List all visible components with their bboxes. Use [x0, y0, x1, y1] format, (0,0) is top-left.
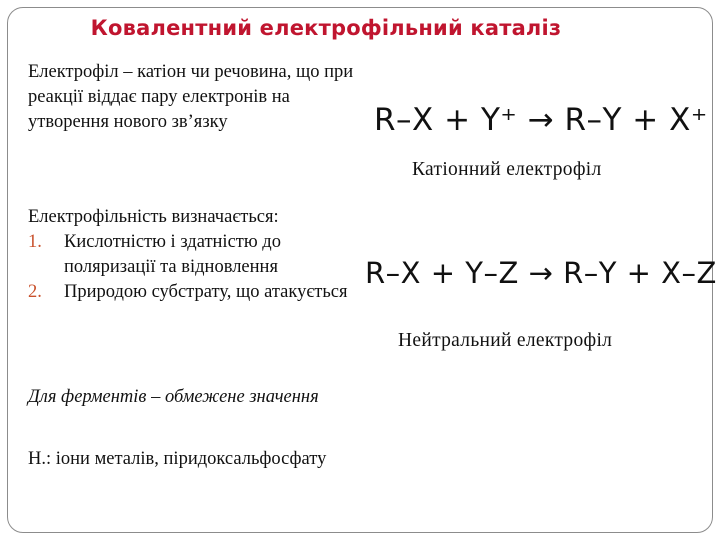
- example-note: Н.: іони металів, піридоксальфосфату: [28, 449, 327, 469]
- slide-title: Ковалентний електрофільний каталіз: [90, 16, 562, 40]
- cationic-equation: R–X + Y⁺ → R–Y + X⁺: [374, 102, 708, 138]
- factor-list: [28, 230, 368, 305]
- electrophilicity-block: [28, 205, 368, 305]
- factor-item: [28, 230, 368, 280]
- neutral-equation: R–X + Y–Z → R–Y + X–Z: [365, 256, 717, 290]
- electrophilicity-heading: Електрофільність визначається:: [28, 207, 279, 227]
- factor-text: Кислотністю і здатністю до поляризації та відновлення: [64, 232, 281, 277]
- enzymes-note: Для ферментів – обмежене значення: [28, 387, 319, 407]
- factor-number: 2.: [28, 282, 42, 302]
- factor-number: 1.: [28, 232, 42, 252]
- factor-item: [28, 280, 368, 305]
- definition-text: Електрофіл – катіон чи речовина, що при реакції віддає пару електронів на утворення нового зв’язку: [28, 62, 354, 132]
- factor-text: Природою субстрату, що атакується: [64, 282, 348, 302]
- neutral-caption: Нейтральний електрофіл: [398, 330, 613, 351]
- cationic-caption: Катіонний електрофіл: [412, 159, 602, 180]
